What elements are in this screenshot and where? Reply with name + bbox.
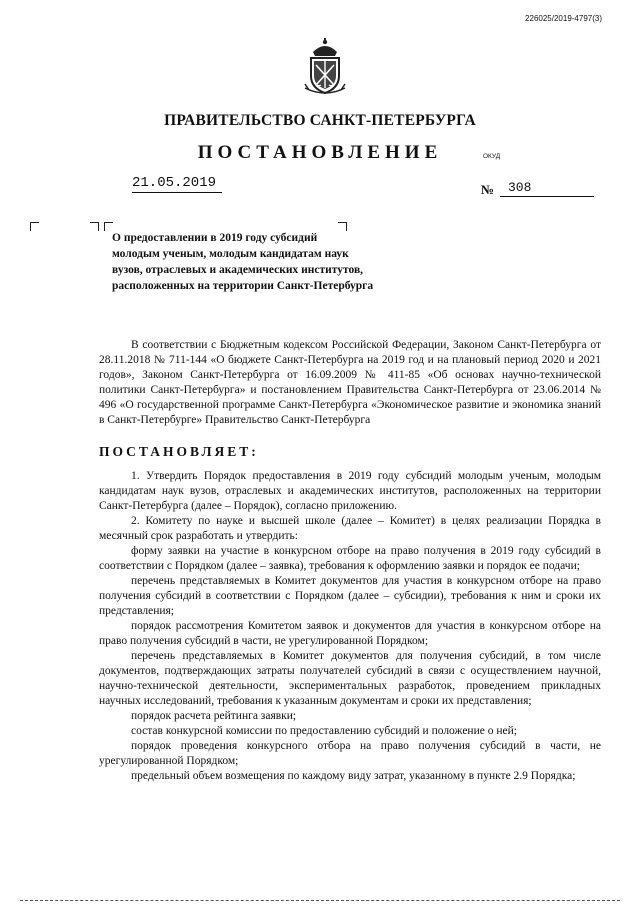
okud-label: ОКУД: [483, 153, 501, 160]
corner-bracket: [30, 222, 39, 231]
number-label: №: [481, 182, 495, 197]
paragraph: 1. Утвердить Порядок предоставления в 2019 году субсидий молодым ученым, молодым кандидатам наук вузов, отраслевых и академических институтов, расположенных на территории Санкт-Петербурга (далее – Порядок), согласно приложению.: [99, 470, 601, 512]
title-line: расположенных на территории Санкт-Петербурга: [112, 280, 374, 292]
document-date: 21.05.2019: [132, 175, 222, 193]
paragraph: перечень представляемых в Комитет документов для получения субсидий, в том числе документов, подтверждающих затраты получателей субсидий в связи с осуществлением научной, научно-технической деятельности, экспериментальных разработок, проведением прикладных научных исследований, требования к указанным документам и сроки их представления;: [99, 650, 601, 707]
paragraph: предельный объем возмещения по каждому виду затрат, указанному в пункте 2.9 Порядка;: [131, 770, 576, 782]
government-name: ПРАВИТЕЛЬСТВО САНКТ-ПЕТЕРБУРГА: [164, 112, 476, 129]
resolves-heading: ПОСТАНОВЛЯЕТ:: [99, 444, 259, 459]
paragraph: 2. Комитету по науке и высшей школе (далее – Комитет) в целях реализации Порядка в месячный срок разработать и утвердить:: [99, 515, 601, 542]
paragraph: состав конкурсной комиссии по предоставлению субсидий и положение о ней;: [131, 725, 517, 737]
page-bottom-edge: [20, 900, 620, 901]
document-type: ПОСТАНОВЛЕНИЕ: [197, 142, 443, 163]
title-line: О предоставлении в 2019 году субсидий: [112, 232, 318, 244]
paragraph: порядок рассмотрения Комитетом заявок и документов для участия в конкурсном отборе на право получения субсидий в части, не урегулированной Порядком;: [99, 620, 601, 647]
st-petersburg-coat-of-arms-icon: [299, 38, 351, 98]
paragraph: форму заявки на участие в конкурсном отборе на право получения в 2019 году субсидий в соответствии с Порядком (далее – заявка), требования к оформлению заявки и порядок ее подачи;: [99, 545, 601, 572]
title-line: молодым ученым, молодым кандидатам наук: [112, 248, 349, 260]
document-number-value: 308: [500, 180, 594, 197]
title-line: вузов, отраслевых и академических институтов,: [112, 264, 364, 276]
paragraph: перечень представляемых в Комитет документов для участия в конкурсном отборе на право получения субсидий в соответствии с Порядком (далее – субсидии), требования к ним и сроки их представления;: [99, 575, 601, 617]
paragraph: порядок расчета рейтинга заявки;: [131, 710, 297, 722]
paragraph: порядок проведения конкурсного отбора на право получения субсидий в части, не урегулированной Порядком;: [99, 740, 601, 767]
document-number: 226025/2019-4797(3): [525, 14, 602, 23]
preamble: В соответствии с Бюджетным кодексом Российской Федерации, Законом Санкт-Петербурга от 28.11.2018 № 711-144 «О бюджете Санкт-Петербурга на 2019 год и на плановый период 2020 и 2021 годов», Законом Санкт-Петербурга от 16.09.2009 № 411-85 «Об основах научно-технической политики Санкт-Петербурга» и постановлением Правительства Санкт-Петербурга от 23.06.2014 № 496 «О государственной программе Санкт-Петербурга «Экономическое развитие и экономика знаний в Санкт-Петербурге» Правительство Санкт-Петербурга: [99, 339, 601, 426]
corner-bracket: [90, 222, 99, 231]
document-body: [99, 338, 601, 784]
resolution-title: [112, 230, 402, 294]
